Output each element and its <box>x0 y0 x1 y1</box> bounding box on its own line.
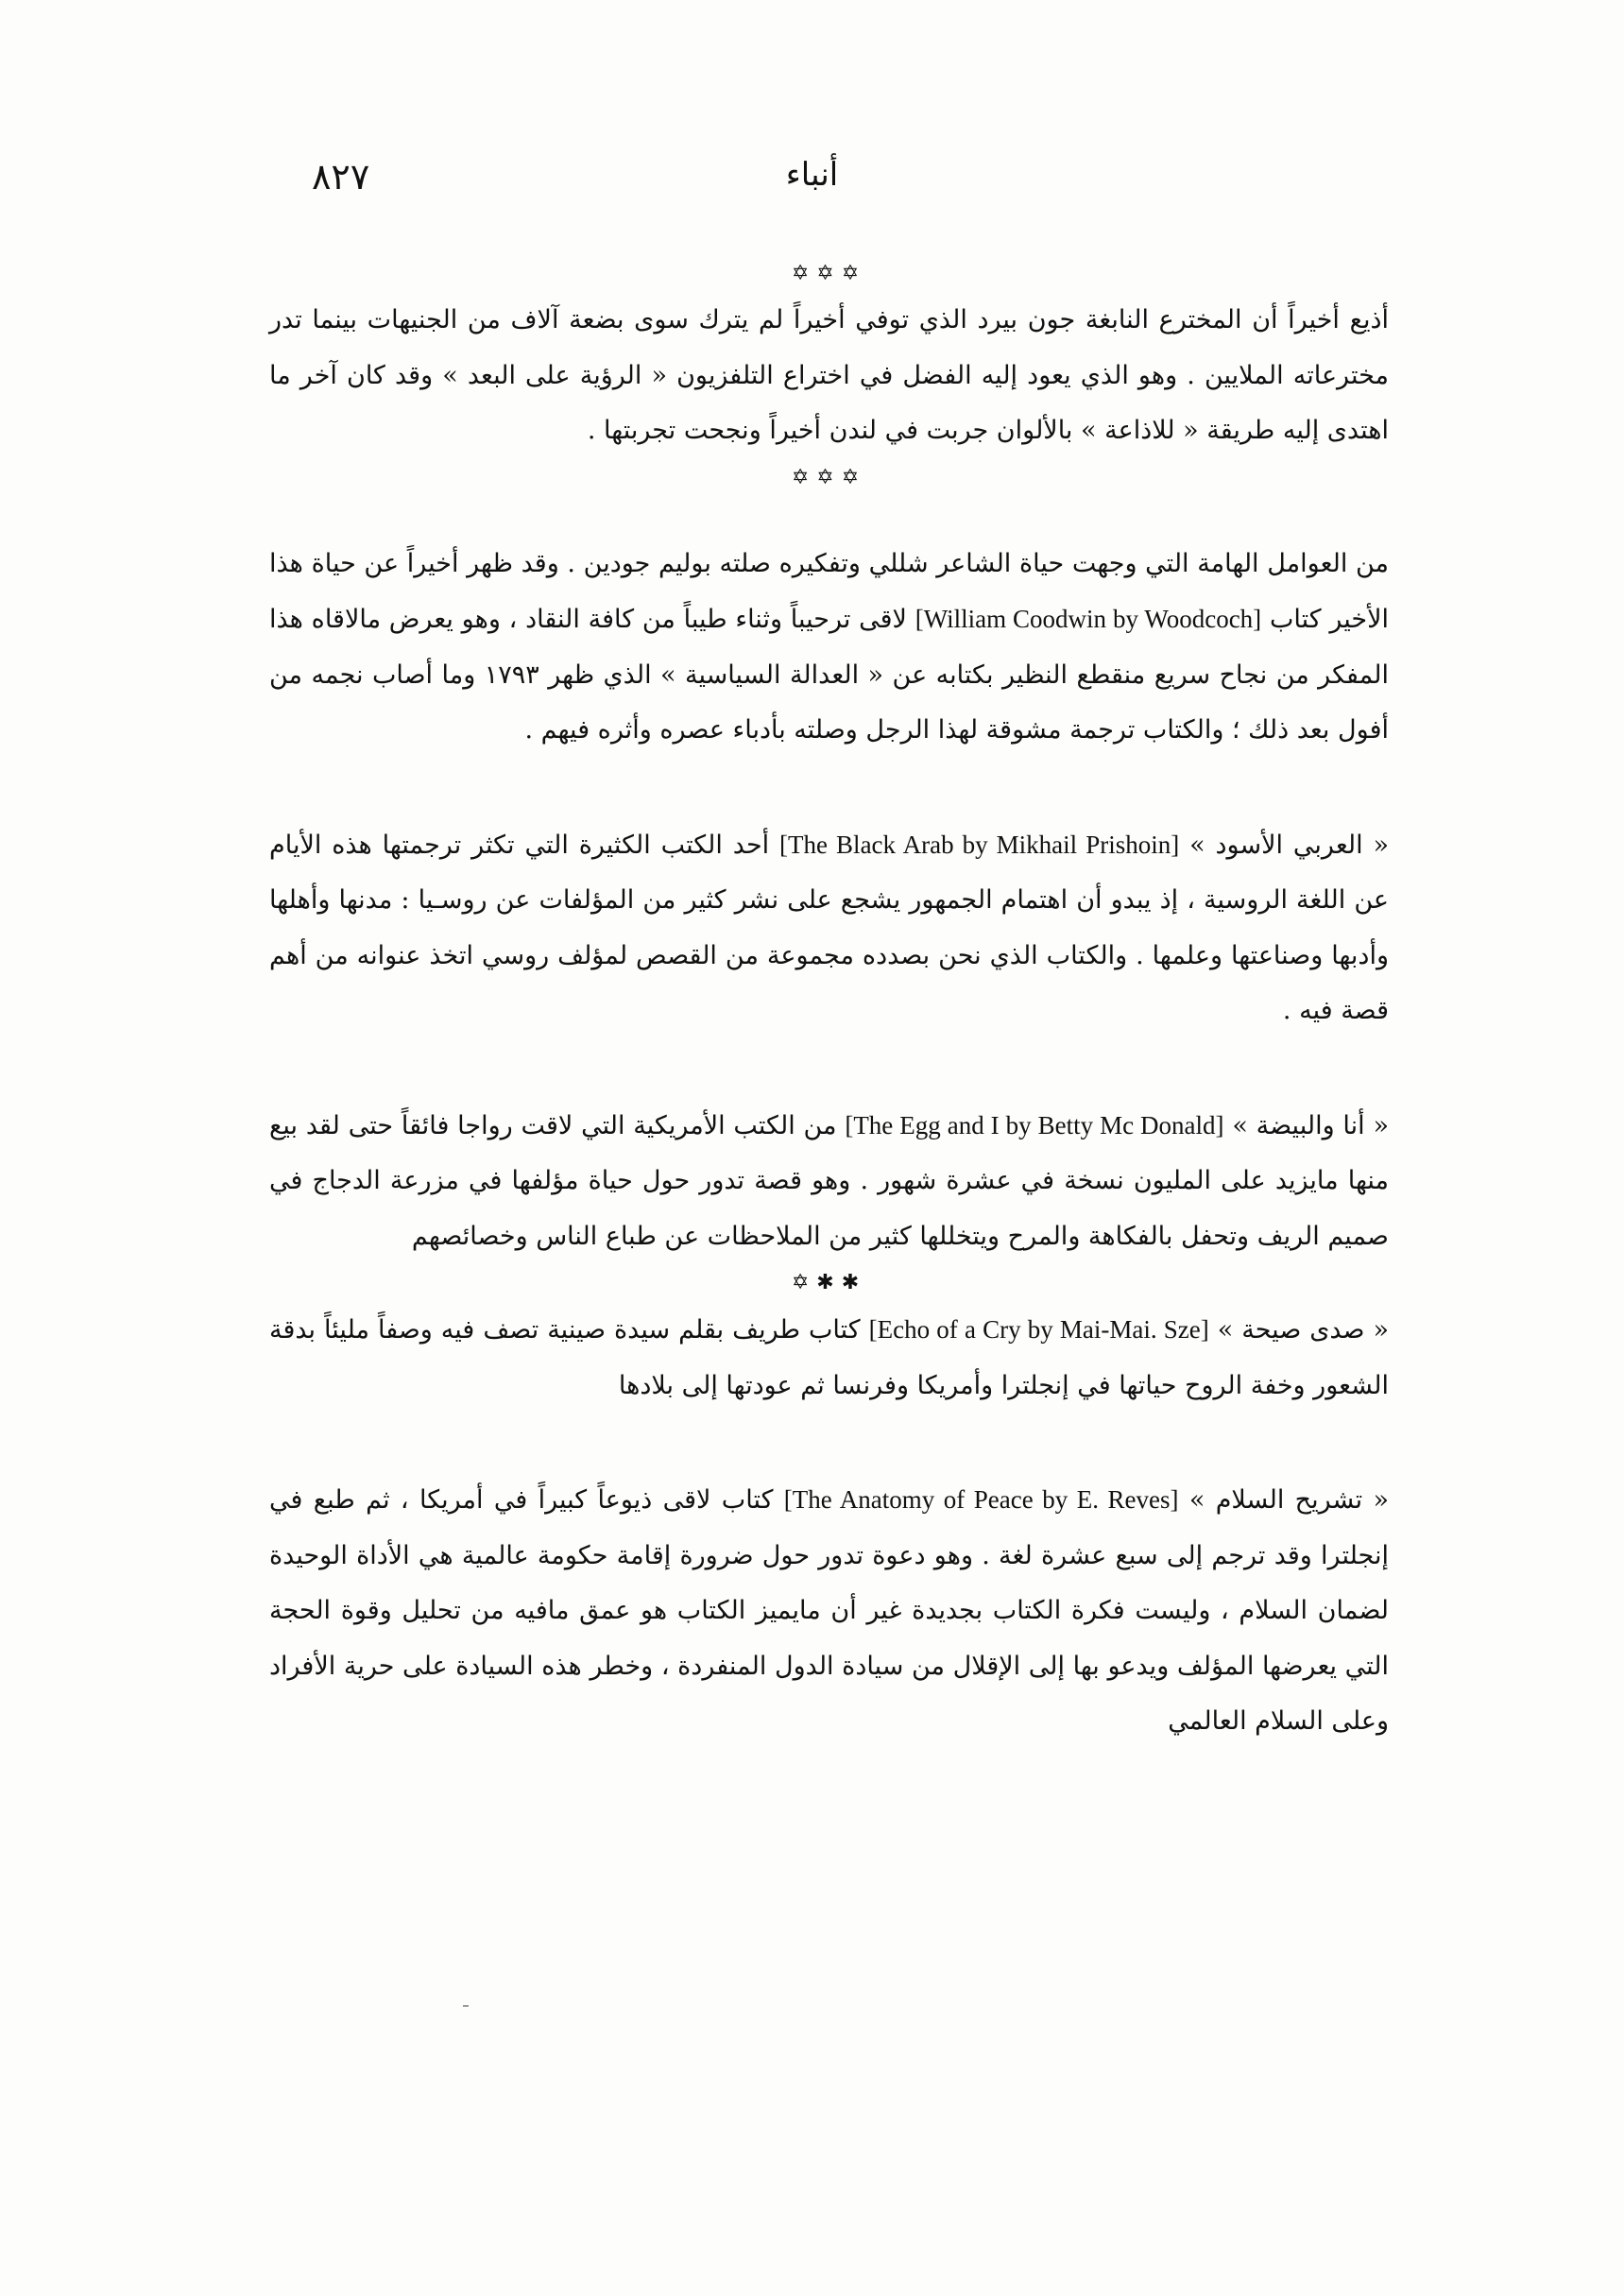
news-item-baird <box>269 293 1389 459</box>
page-number: ٨٢٧ <box>312 156 370 197</box>
book-title-english: [William Coodwin by Woodcoch] <box>915 605 1262 633</box>
running-title: أنباء <box>785 156 839 194</box>
news-item-godwin <box>269 537 1389 759</box>
item-text-before: « أنا والبيضة » <box>1232 1110 1389 1140</box>
news-item-black-arab <box>269 817 1389 1039</box>
item-text: أذيع أخيراً أن المخترع النابغة جون بيرد الذي توفي أخيراً لم يترك سوى بضعة آلاف من الجنيهات بينما تدر مخترعاته الملايين . وهو الذي يعود إليه الفضل في اختراع التلفزيون « الرؤية على البعد » وقد كان آخر ما اهتدى إليه طريقة « للاذاعة » بالألوان جربت في لندن أخيراً ونجحت تجربتها . <box>269 305 1389 445</box>
news-item-echo-of-a-cry <box>269 1302 1389 1414</box>
page-header <box>255 156 1369 213</box>
item-text-after: لاقى ترحيباً وثناء طيباً من كافة النقاد ، وهو يعرض مالاقاه هذا المفكر من نجاح سريع منقطع النظير بكتابه عن « العدالة السياسية » الذي ظهر ١٧٩٣ وما أصاب نجمه من أفول بعد ذلك ؛ والكتاب ترجمة مشوقة لهذا الرجل وصلته بأدباء عصره وأثره فيهم . <box>269 605 1389 745</box>
item-text-after: أحد الكتب الكثيرة التي تكثر ترجمتها هذه الأيام عن اللغة الروسية ، إذ يبدو أن اهتمام الجمهور يشجع على نشر كثير من المؤلفات عن روسـيا : مدنها وأهلها وأدبها وصناعتها وعلمها . والكتاب الذي نحن بصدده مجموعة من القصص لمؤلف روسي اتخذ عنوانه من أهم قصة فيه . <box>269 830 1389 1025</box>
book-title-english: [The Anatomy of Peace by E. Reves] <box>783 1485 1179 1514</box>
news-item-egg-and-i <box>269 1098 1389 1265</box>
item-text-after: كتاب طريف بقلم سيدة صينية تصف فيه وصفاً مليئاً بدقة الشعور وخفة الروح حياتها في إنجلترا وأمريكا وفرنسا ثم عودتها إلى بلادها <box>269 1315 1389 1400</box>
item-text-before: « تشريح السلام » <box>1188 1485 1389 1515</box>
print-speck <box>463 2005 469 2007</box>
separator-stars: ✡✡✡ <box>791 262 867 285</box>
book-title-english: [The Egg and I by Betty Mc Donald] <box>845 1110 1224 1139</box>
item-text-after: من الكتب الأمريكية التي لاقت رواجا فائقاً حتى لقد بيع منها مايزيد على المليون نسخة في عشرة شهور . وهو قصة تدور حول حياة مؤلفها في مزرعة الدجاج في صميم الريف وتحفل بالفكاهة والمرح ويتخللها كثير من الملاحظات عن طباع الناس وخصائصهم <box>269 1110 1389 1251</box>
separator-stars: ✡✱✱ <box>791 1271 867 1294</box>
separator-stars: ✡✡✡ <box>791 465 867 489</box>
page-body <box>269 255 1389 1750</box>
book-title-english: [Echo of a Cry by Mai-Mai. Sze] <box>868 1315 1209 1344</box>
item-text-before: « صدى صيحة » <box>1217 1315 1389 1345</box>
item-text-after: كتاب لاقى ذيوعاً كبيراً في أمريكا ، ثم طبع في إنجلترا وقد ترجم إلى سبع عشرة لغة . وهو دعوة تدور حول ضرورة إقامة حكومة عالمية هي الأداة الوحيدة لضمان السلام ، وليست فكرة الكتاب بجديدة غير أن مايميز الكتاب هو عمق مافيه من تحليل وقوة الحجة التي يعرضها المؤلف ويدعو بها إلى الإقلال من سيادة الدول المنفردة ، وخطر هذه السيادة على حرية الأفراد وعلى السلام العالمي <box>269 1485 1389 1736</box>
item-text-before: « العربي الأسود » <box>1189 830 1389 860</box>
item-text-before: من العوامل الهامة التي وجهت حياة الشاعر شللي وتفكيره صلته بوليم جودين . وقد ظهر أخيراً عن حياة هذا الأخير كتاب <box>269 548 1389 634</box>
book-title-english: [The Black Arab by Mikhail Prishoin] <box>779 830 1180 859</box>
news-item-anatomy-of-peace <box>269 1472 1389 1750</box>
